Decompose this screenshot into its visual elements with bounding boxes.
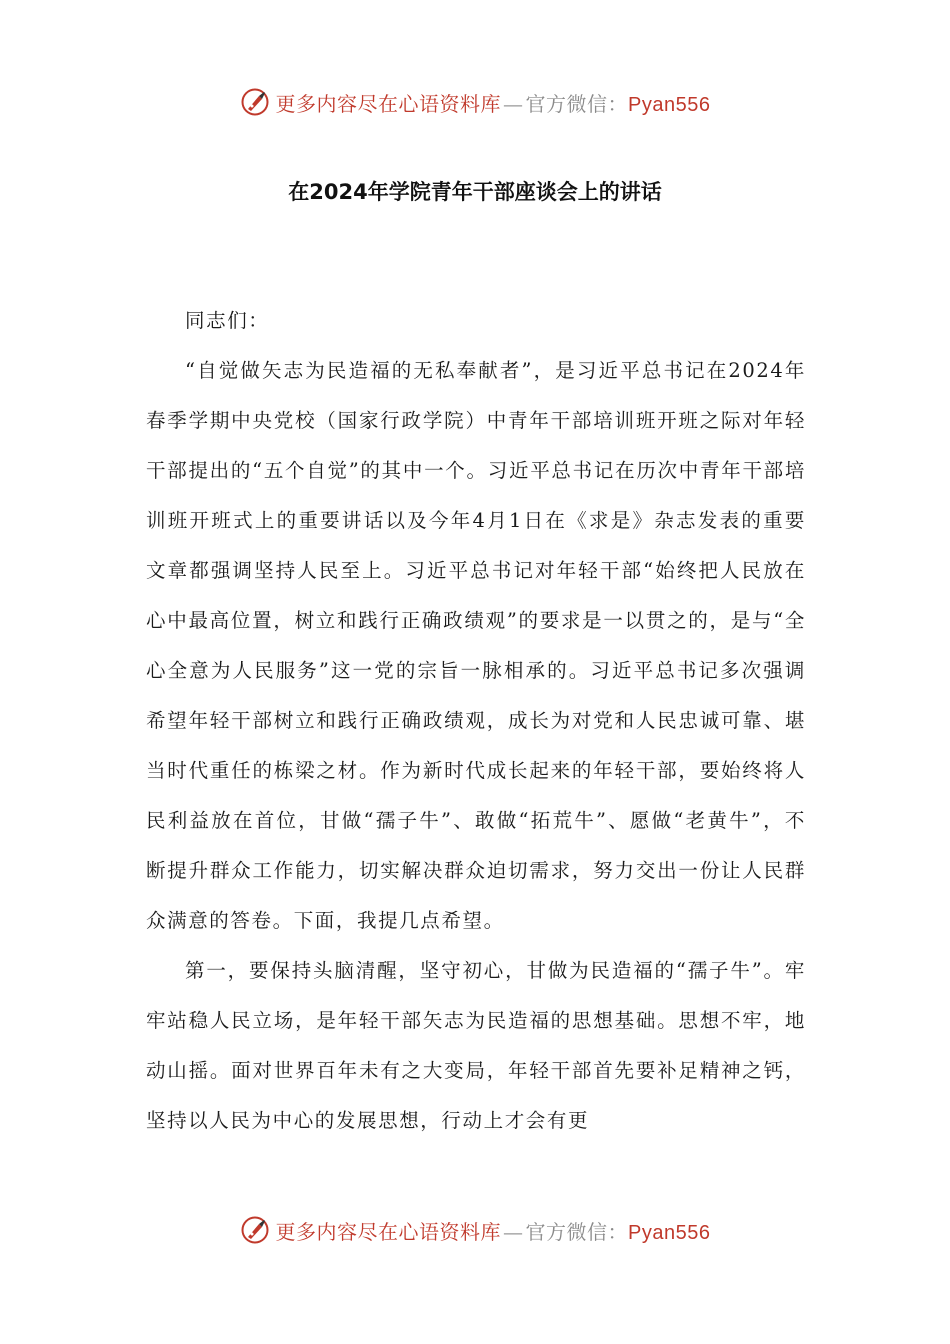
header-banner-text (276, 88, 711, 117)
body-paragraph: “自觉做矢志为民造福的无私奉献者”，是习近平总书记在2024年春季学期中央党校（国家行政学院）中青年干部培训班开班之际对年轻干部提出的“五个自觉”的其中一个。习近平总书记在历次中青年干部培训班开班式上的重要讲话以及今年4月1日在《求是》杂志发表的重要文章都强调坚持人民至上。习近平总书记对年轻干部“始终把人民放在心中最高位置，树立和践行正确政绩观”的要求是一以贯之的，是与“全心全意为人民服务”这一党的宗旨一脉相承的。习近平总书记多次强调希望年轻干部树立和践行正确政绩观，成长为对党和人民忠诚可靠、堪当时代重任的栋梁之材。作为新时代成长起来的年轻干部，要始终将人民利益放在首位，甘做“孺子牛”、敢做“拓荒牛”、愿做“老黄牛”，不断提升群众工作能力，切实解决群众迫切需求，努力交出一份让人民群众满意的答卷。下面，我提几点希望。 (146, 359, 806, 932)
footer-banner (0, 1210, 950, 1250)
footer-site-name: 更多内容尽在心语资料库 (275, 1219, 502, 1244)
footer-dash: — (503, 1219, 524, 1244)
footer-wechat-id: Pyan556 (628, 1221, 711, 1244)
header-banner (0, 82, 950, 122)
footer-banner-text (276, 1216, 711, 1245)
footer-wechat-label: 官方微信： (525, 1219, 629, 1244)
document-body (146, 296, 806, 1146)
salutation-paragraph: 同志们： (185, 309, 270, 332)
document-title: 在2024年学院青年干部座谈会上的讲话 (288, 180, 662, 204)
header-wechat-id: Pyan556 (628, 93, 711, 116)
header-wechat-label: 官方微信： (525, 91, 629, 116)
header-site-name: 更多内容尽在心语资料库 (275, 91, 502, 116)
pen-nib-logo-icon (240, 1215, 270, 1245)
header-dash: — (503, 91, 524, 116)
body-paragraph: 第一，要保持头脑清醒，坚守初心，甘做为民造福的“孺子牛”。牢牢站稳人民立场，是年轻干部矢志为民造福的思想基础。思想不牢，地动山摇。面对世界百年未有之大变局，年轻干部首先要补足精神之钙，坚持以人民为中心的发展思想，行动上才会有更 (146, 959, 806, 1132)
pen-nib-logo-icon (240, 87, 270, 117)
